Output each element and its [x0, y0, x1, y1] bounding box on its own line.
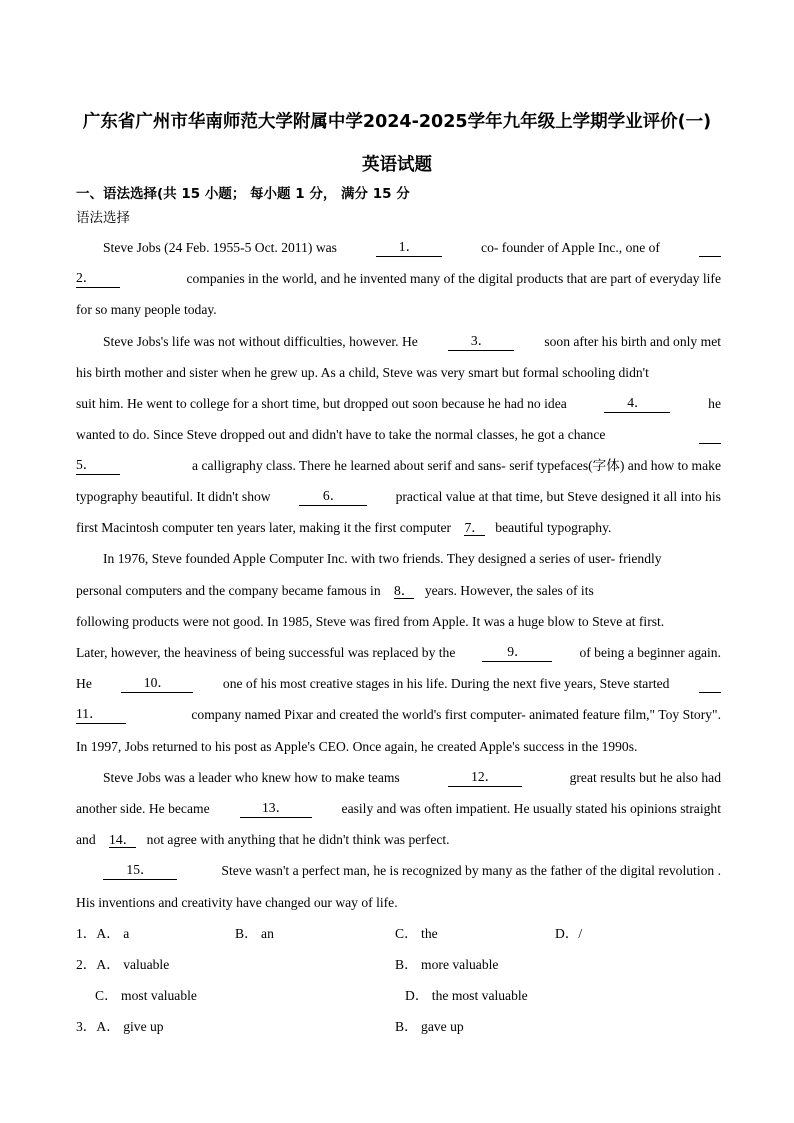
- blank-2: 2．: [76, 270, 120, 288]
- passage-line: wanted to do. Since Steve dropped out and didn't have to take the normal classes, he got a chance: [76, 426, 721, 444]
- blank-1: 1．: [376, 239, 442, 257]
- passage-line: 2． companies in the world, and he invented many of the digital products that are part of everyday life: [76, 270, 721, 286]
- passage-line: another side. He became 13． easily and was often impatient. He usually stated his opinions straight: [76, 800, 721, 816]
- passage-line: He 10． one of his most creative stages in his life. During the next five years, Steve started: [76, 675, 721, 693]
- blank-5: 5．: [76, 457, 120, 475]
- blank-4: 4．: [604, 395, 670, 413]
- q1-option-b[interactable]: B． an: [235, 926, 274, 941]
- q1-option-c[interactable]: C． the: [395, 926, 438, 941]
- passage-line: and 14． not agree with anything that he didn't think was perfect.: [76, 832, 450, 847]
- blank-10: 10．: [121, 675, 193, 693]
- q2-option-d[interactable]: D． the most valuable: [405, 988, 528, 1003]
- passage-line: Steve Jobs's life was not without difficulties, however. He 3． soon after his birth and only met: [103, 333, 721, 349]
- blank-2-lead: [699, 239, 721, 257]
- blank-7: 7．: [464, 520, 485, 535]
- q2-option-b[interactable]: B． more valuable: [395, 957, 499, 972]
- passage-line: personal computers and the company became famous in 8． years. However, the sales of its: [76, 583, 594, 598]
- passage-line: suit him. He went to college for a short time, but dropped out soon because he had no idea 4． he: [76, 395, 721, 411]
- blank-12: 12．: [448, 769, 522, 787]
- section-subheading: 语法选择: [76, 210, 130, 226]
- q2-option-a[interactable]: 2．A． valuable: [76, 957, 170, 972]
- passage-line: his birth mother and sister when he grew up. As a child, Steve was very smart but formal schooling didn't: [76, 365, 649, 380]
- passage-line: 11． company named Pixar and created the world's first computer- animated feature film," Toy Story".: [76, 706, 721, 722]
- q1-option-d[interactable]: D．/: [555, 926, 583, 941]
- passage-line: In 1976, Steve founded Apple Computer Inc. with two friends. They designed a series of user- friendly: [103, 551, 662, 566]
- q2-option-c[interactable]: C． most valuable: [95, 988, 197, 1003]
- passage-line: following products were not good. In 1985, Steve was fired from Apple. It was a huge blow to Steve at first.: [76, 614, 665, 629]
- passage-line: Steve Jobs was a leader who knew how to make teams 12． great results but he also had: [103, 769, 721, 785]
- q1-option-a[interactable]: 1．A． a: [76, 926, 130, 941]
- blank-11-lead: [699, 675, 721, 693]
- passage-line: for so many people today.: [76, 302, 217, 317]
- passage-line: His inventions and creativity have changed our way of life.: [76, 895, 398, 910]
- blank-5-lead: [699, 426, 721, 444]
- exam-title: 广东省广州市华南师范大学附属中学2024-2025学年九年级上学期学业评价(一): [82, 112, 712, 132]
- passage-line: 15． Steve wasn't a perfect man, he is recognized by many as the father of the digital revolution .: [103, 862, 721, 880]
- blank-9: 9．: [482, 644, 552, 662]
- exam-subject-title: 英语试题: [362, 155, 432, 175]
- q3-option-a[interactable]: 3．A． give up: [76, 1019, 164, 1034]
- passage-line: first Macintosh computer ten years later, making it the first computer 7． beautiful typography.: [76, 520, 612, 535]
- passage-line: In 1997, Jobs returned to his post as Apple's CEO. Once again, he created Apple's success in the 1990s.: [76, 739, 638, 754]
- blank-8: 8．: [394, 583, 415, 598]
- blank-6: 6．: [299, 488, 367, 506]
- section-heading: 一、语法选择(共 15 小题； 每小题 1 分， 满分 15 分: [76, 186, 410, 202]
- passage-line: Later, however, the heaviness of being successful was replaced by the 9． of being a beginner again.: [76, 644, 721, 660]
- blank-11: 11．: [76, 706, 126, 724]
- blank-13: 13．: [240, 800, 312, 818]
- blank-14: 14．: [109, 832, 137, 847]
- passage-line: 5． a calligraphy class. There he learned about serif and sans- serif typefaces(字体) and how to make: [76, 457, 721, 473]
- passage-line: Steve Jobs (24 Feb. 1955-5 Oct. 2011) was 1． co- founder of Apple Inc., one of: [103, 239, 721, 257]
- blank-15: 15．: [103, 862, 177, 880]
- q3-option-b[interactable]: B． gave up: [395, 1019, 464, 1034]
- blank-3: 3．: [448, 333, 514, 351]
- passage-line: typography beautiful. It didn't show 6． practical value at that time, but Steve designed it all into his: [76, 488, 721, 504]
